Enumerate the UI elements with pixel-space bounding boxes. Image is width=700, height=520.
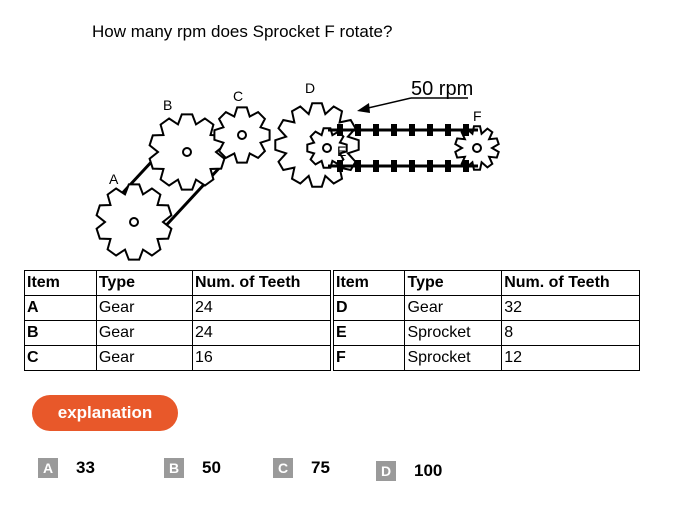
label-e: E xyxy=(337,143,347,159)
label-f: F xyxy=(473,108,482,124)
sprocket-e-hub xyxy=(323,144,331,152)
cell-teeth: 16 xyxy=(192,346,330,371)
table-header-row xyxy=(25,271,331,296)
chain-link xyxy=(356,161,360,171)
cell-item: C xyxy=(25,346,97,371)
chain-link xyxy=(446,161,450,171)
chain-link xyxy=(392,125,396,135)
chain-link xyxy=(446,125,450,135)
gear-c-hub xyxy=(238,131,246,139)
cell-type: Gear xyxy=(96,296,192,321)
cell-teeth: 8 xyxy=(502,321,640,346)
cell-teeth: 24 xyxy=(192,296,330,321)
cell-teeth: 12 xyxy=(502,346,640,371)
chain-link xyxy=(410,161,414,171)
cell-type: Gear xyxy=(405,296,502,321)
table-row xyxy=(25,346,331,371)
choice-value: 50 xyxy=(202,458,221,477)
choice-d[interactable] xyxy=(376,461,442,481)
label-a: A xyxy=(109,171,119,187)
chain-link xyxy=(464,161,468,171)
cell-type: Sprocket xyxy=(405,321,502,346)
chain-link xyxy=(464,125,468,135)
header-teeth: Num. of Teeth xyxy=(502,271,640,296)
cell-item: E xyxy=(334,321,405,346)
sprocket-f-hub xyxy=(473,144,481,152)
cell-teeth: 32 xyxy=(502,296,640,321)
cell-teeth: 24 xyxy=(192,321,330,346)
cell-type: Sprocket xyxy=(405,346,502,371)
header-teeth: Num. of Teeth xyxy=(192,271,330,296)
chain-link xyxy=(428,161,432,171)
header-type: Type xyxy=(96,271,192,296)
chain-link xyxy=(338,161,342,171)
chain-link xyxy=(392,161,396,171)
chain-link xyxy=(338,125,342,135)
chain-link xyxy=(374,125,378,135)
label-b: B xyxy=(163,97,173,113)
label-c: C xyxy=(233,88,244,104)
choice-letter-badge: B xyxy=(164,458,184,478)
cell-item: D xyxy=(334,296,405,321)
gear-b-hub xyxy=(183,148,191,156)
question-text: How many rpm does Sprocket F rotate? xyxy=(92,22,393,41)
choice-letter-badge: D xyxy=(376,461,396,481)
choice-value: 100 xyxy=(414,461,443,480)
speed-label: 50 rpm xyxy=(411,78,474,100)
choice-letter-badge: C xyxy=(273,458,293,478)
items-table-right xyxy=(333,270,640,371)
label-d: D xyxy=(305,80,316,96)
items-table-left xyxy=(24,270,331,371)
cell-item: A xyxy=(25,296,97,321)
chain-link xyxy=(356,125,360,135)
chain-link xyxy=(374,161,378,171)
header-type: Type xyxy=(405,271,502,296)
gear-a-hub xyxy=(130,218,138,226)
table-row xyxy=(25,321,331,346)
speed-pointer-line xyxy=(368,98,411,108)
choice-value: 33 xyxy=(76,458,95,477)
table-header-row xyxy=(334,271,640,296)
header-item: Item xyxy=(334,271,405,296)
cell-item: F xyxy=(334,346,405,371)
table-row xyxy=(334,296,640,321)
table-row xyxy=(334,321,640,346)
table-row xyxy=(25,296,331,321)
cell-type: Gear xyxy=(96,346,192,371)
chain-link xyxy=(428,125,432,135)
speed-pointer-arrowhead xyxy=(357,103,370,113)
table-row xyxy=(334,346,640,371)
choice-value: 75 xyxy=(311,458,330,477)
choice-a[interactable] xyxy=(38,458,95,478)
cell-type: Gear xyxy=(96,321,192,346)
choice-c[interactable] xyxy=(273,458,330,478)
cell-item: B xyxy=(25,321,97,346)
chain-link xyxy=(410,125,414,135)
choice-b[interactable] xyxy=(164,458,221,478)
choice-letter-badge: A xyxy=(38,458,58,478)
header-item: Item xyxy=(25,271,97,296)
explanation-button[interactable]: explanation xyxy=(32,395,178,431)
